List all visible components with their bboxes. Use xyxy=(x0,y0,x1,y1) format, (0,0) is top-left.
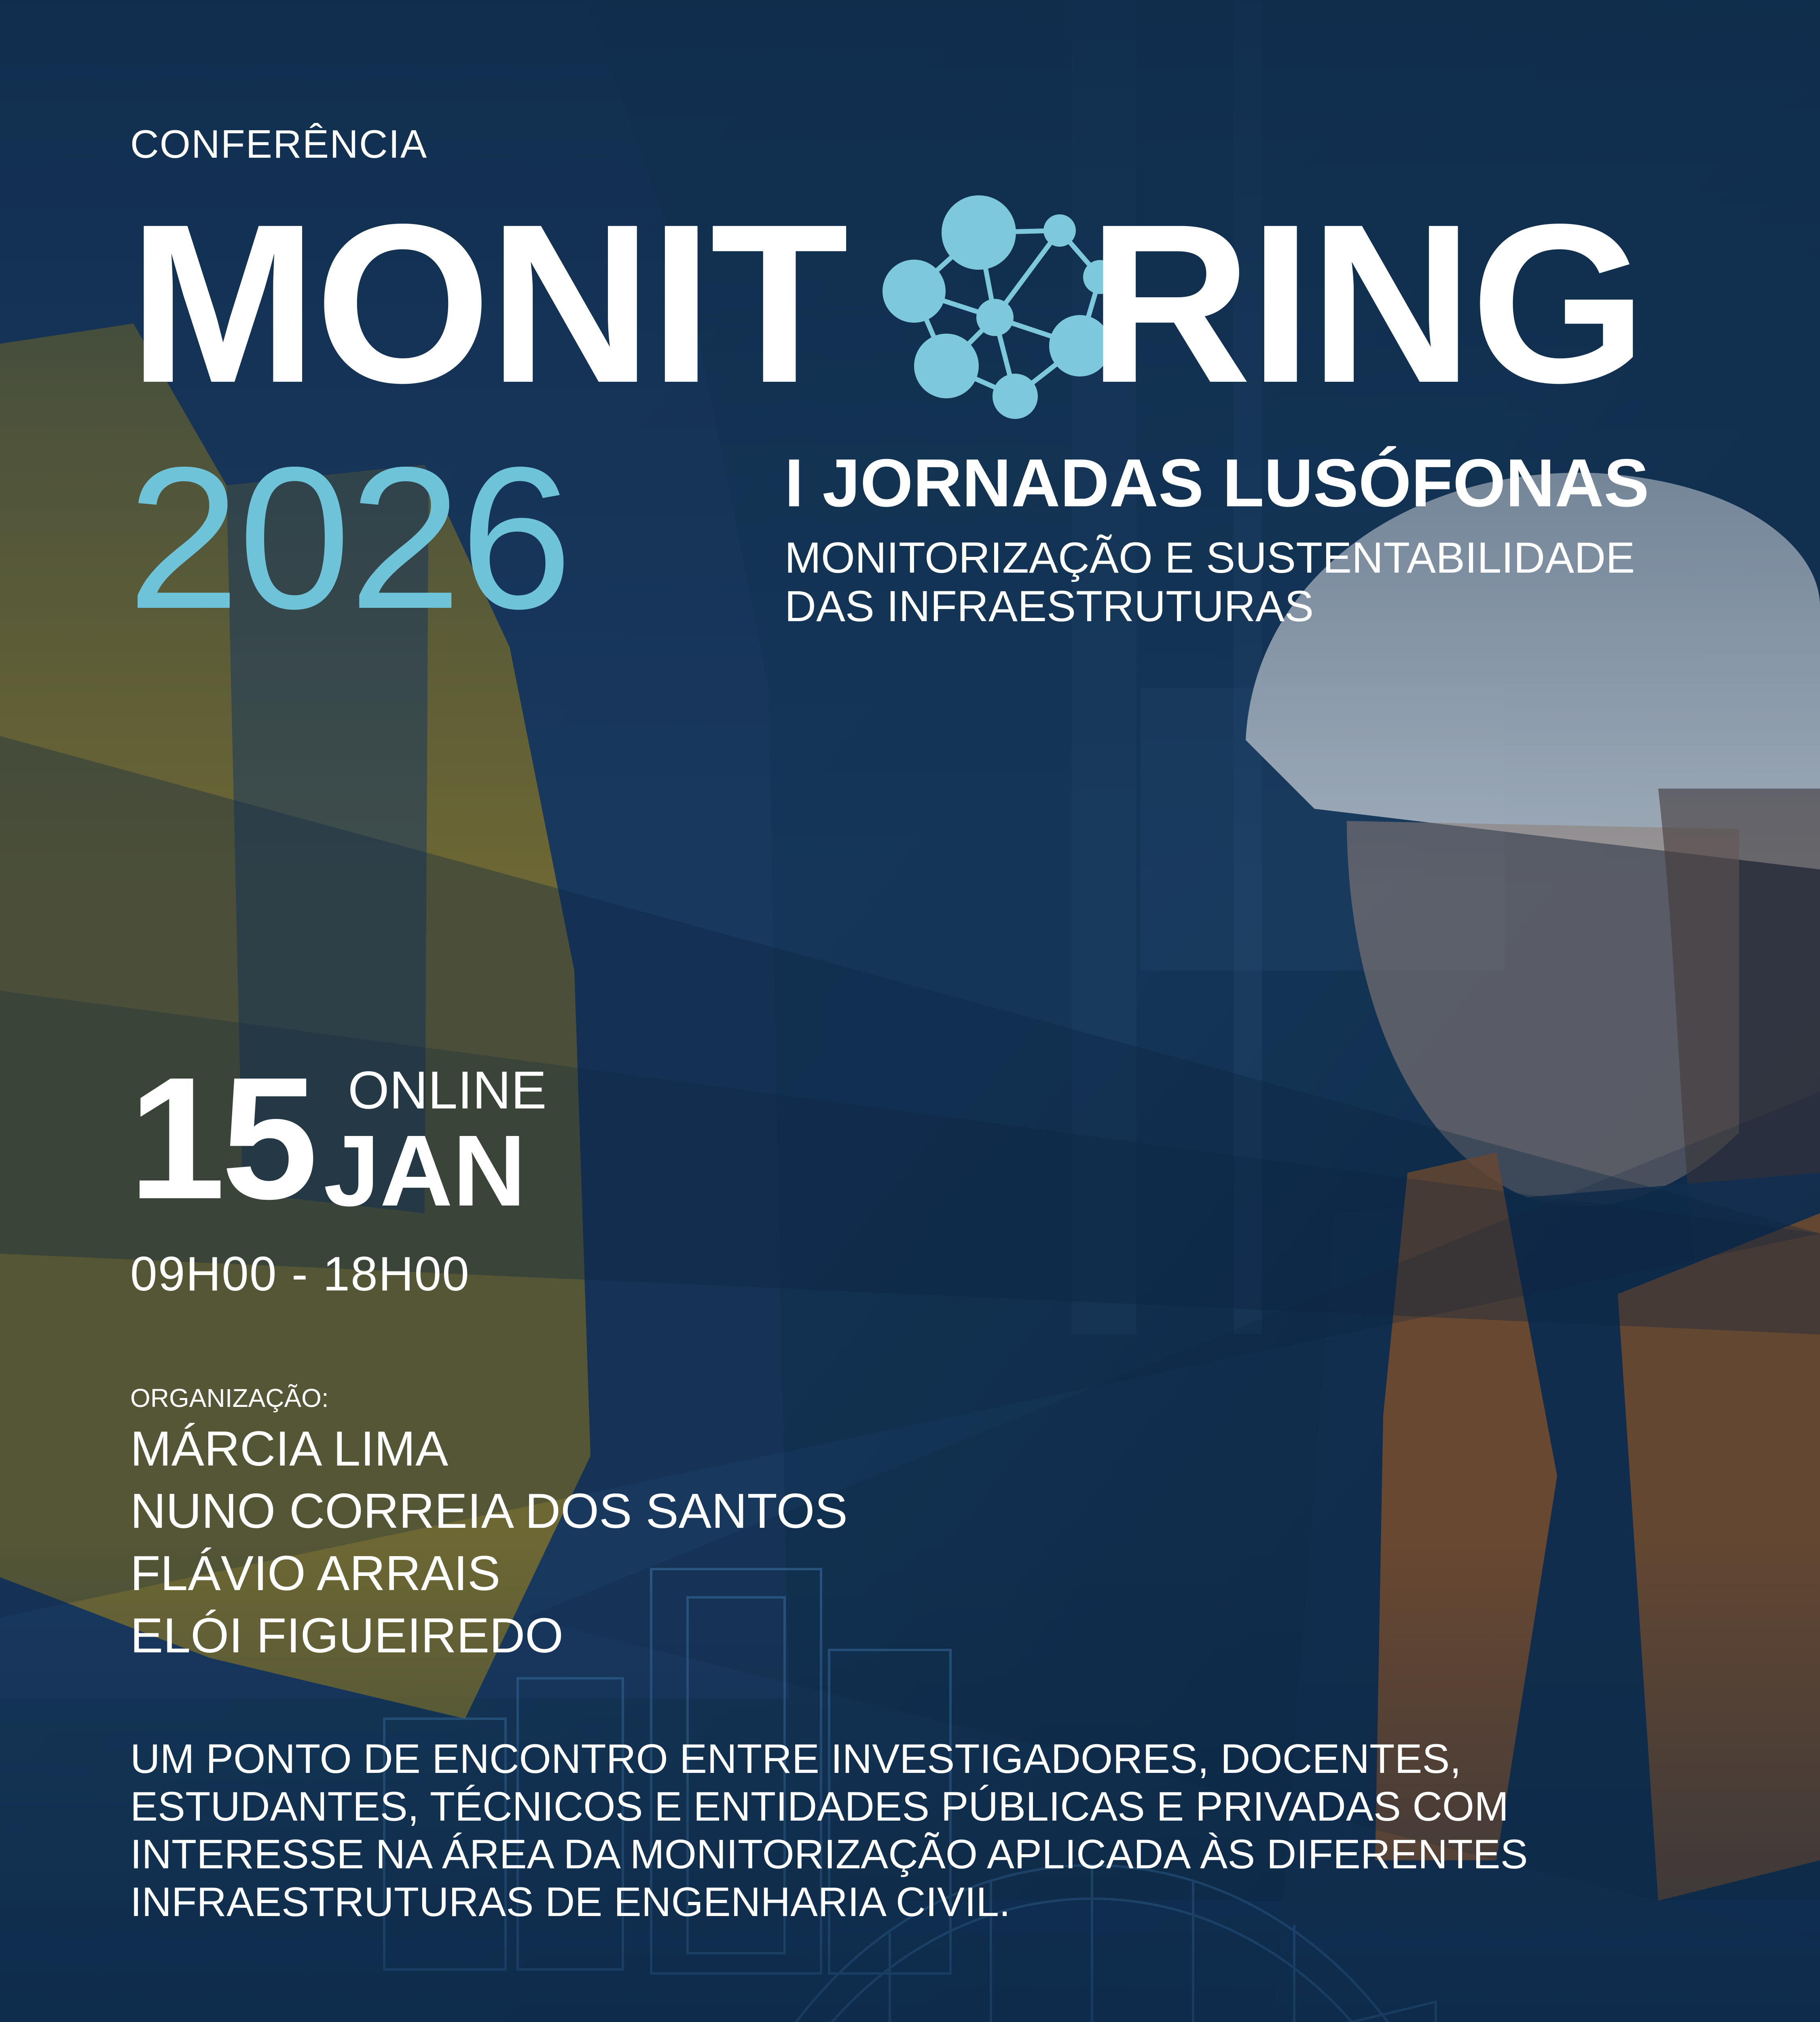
event-year: 2026 xyxy=(127,425,571,651)
event-month: JAN xyxy=(324,1114,526,1227)
event-mode: ONLINE xyxy=(348,1060,547,1120)
event-description: UM PONTO DE ENCONTRO ENTRE INVESTIGADORES, DOCENTES, ESTUDANTES, TÉCNICOS E ENTIDADES PÚBLICAS E PRIVADAS COM INTERESSE NA ÁREA DA MONITORIZAÇÃO APLICADA ÀS DIFERENTES INFRAESTRUTURAS DE ENGENHARIA CIVIL. xyxy=(130,1736,1528,1925)
organizer-list xyxy=(130,1417,848,1667)
event-subtitle: I JORNADAS LUSÓFONAS xyxy=(785,445,1649,521)
event-theme-line-2: DAS INFRAESTRUTURAS xyxy=(785,582,1314,630)
organizer-name: FLÁVIO ARRAIS xyxy=(130,1546,501,1601)
event-type-label: CONFERÊNCIA xyxy=(130,122,428,166)
title-text-right: RING xyxy=(1088,177,1644,430)
title-text-left: MONIT xyxy=(129,177,847,430)
organizer-name: ELÓI FIGUEIREDO xyxy=(130,1608,564,1663)
organizer-name: NUNO CORREIA DOS SANTOS xyxy=(130,1483,848,1538)
organization-label: ORGANIZAÇÃO: xyxy=(130,1383,329,1413)
organizer-name: MÁRCIA LIMA xyxy=(130,1421,449,1476)
event-time: 09H00 - 18H00 xyxy=(130,1247,470,1301)
event-day: 15 xyxy=(129,1041,314,1235)
event-theme-line-1: MONITORIZAÇÃO E SUSTENTABILIDADE xyxy=(785,533,1635,582)
